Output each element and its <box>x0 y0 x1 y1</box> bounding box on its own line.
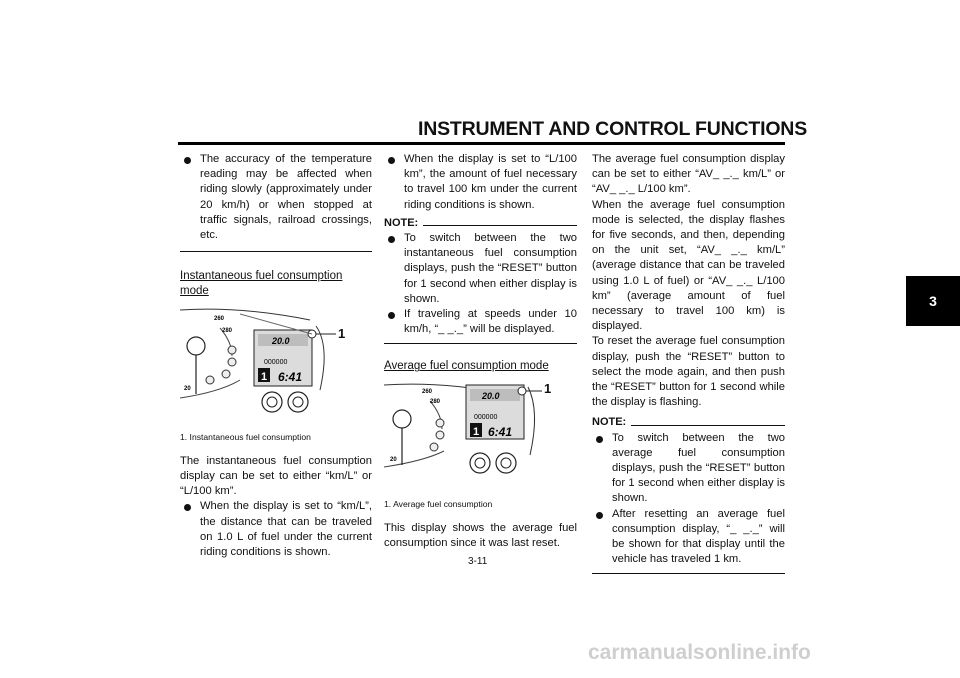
bullet-dot <box>596 436 603 443</box>
note-header: NOTE: <box>384 216 577 231</box>
gear-indicator: 1 <box>473 425 480 438</box>
instantaneous-fuel-figure <box>180 306 372 414</box>
note-bullet-switch-average: To switch between the two average fuel consumption displays, push the “RESET” button for 1 second when either display is shown. <box>592 431 785 507</box>
paragraph-outro: This display shows the average fuel consumption since it was last reset. <box>384 521 577 550</box>
tick-20: 20 <box>184 385 191 392</box>
bullet-dot <box>388 157 395 164</box>
section-divider <box>180 251 372 252</box>
column-2 <box>384 152 577 551</box>
paragraph-intro: The instantaneous fuel consumption display can be set to either “km/L” or “L/100 km”. <box>180 454 372 498</box>
note-rule <box>631 425 785 426</box>
heading-average-fuel: Average fuel consumption mode <box>384 360 549 373</box>
note-rule <box>423 225 577 226</box>
dashboard-illustration <box>384 381 556 481</box>
tick-280: 280 <box>430 398 441 405</box>
figure-caption: 1. Instantaneous fuel consumption <box>180 431 311 442</box>
column-3 <box>592 152 785 574</box>
fuel-display: 20.0 <box>272 335 290 346</box>
figure-callout: 1 <box>338 325 346 341</box>
bullet-dot <box>184 157 191 164</box>
bullet-dot <box>388 236 395 243</box>
average-fuel-figure <box>384 381 577 481</box>
note-bullet-switch: To switch between the two instantaneous fuel consumption displays, push the “RESET” button for 1 second when either display is shown. <box>384 231 577 307</box>
chapter-tab[interactable]: 3 <box>906 276 960 326</box>
paragraph-average-reset: To reset the average fuel consumption display, push the “RESET” button to select the mode again, and then push the “RESET” button for 1 second while the display is flashing. <box>592 335 785 409</box>
column-1 <box>180 152 372 560</box>
page-title: INSTRUMENT AND CONTROL FUNCTIONS <box>418 118 807 140</box>
bullet-dot <box>184 504 191 511</box>
tick-280: 280 <box>222 327 233 334</box>
clock: 6:41 <box>488 424 513 439</box>
odometer: 000000 <box>474 413 498 421</box>
header-rule <box>178 142 785 145</box>
clock: 6:41 <box>278 369 303 384</box>
note-end-rule <box>384 343 577 344</box>
tick-20: 20 <box>390 456 397 463</box>
heading-instantaneous-fuel: Instantaneous fuel consumption mode <box>180 270 343 298</box>
bullet-temperature-accuracy: The accuracy of the temperature reading may be affected when riding slowly (approximately under 20 km/h) or when stopped at traffic signals, railroad crossings, etc. <box>180 152 372 243</box>
note-end-rule <box>592 573 785 574</box>
note-header: NOTE: <box>592 415 785 430</box>
dashboard-illustration <box>180 306 352 414</box>
odometer: 000000 <box>264 358 288 366</box>
figure-caption: 1. Average fuel consumption <box>384 498 493 509</box>
paragraph-average-selection: When the average fuel consumption mode is selected, the display flashes for five seconds, and then, depending on the unit set, “AV_ _._ km/L” (average distance that can be traveled using 1.0 L of fuel) or “AV_ _._ L/100 km” (average amount of fuel necessary to travel 100 km) is displayed. <box>592 198 785 333</box>
note-bullet-reset-average: After resetting an average fuel consumption display, “_ _._” will be shown for that display until the vehicle has traveled 1 km. <box>592 507 785 568</box>
tick-260: 260 <box>214 315 225 322</box>
bullet-km-per-liter: When the display is set to “km/L”, the distance that can be traveled on 1.0 L of fuel under the current riding conditions is shown. <box>180 499 372 560</box>
watermark[interactable]: carmanualsonline.info <box>588 641 811 664</box>
bullet-liters-per-100km: When the display is set to “L/100 km”, the amount of fuel necessary to travel 100 km under the current riding conditions is shown. <box>384 152 577 213</box>
paragraph-average-settings: The average fuel consumption display can be set to either “AV_ _._ km/L” or “AV_ _._ L/100 km”. <box>592 153 785 196</box>
gear-indicator: 1 <box>261 370 268 383</box>
note-bullet-speed: If traveling at speeds under 10 km/h, “_ _._” will be displayed. <box>384 307 577 337</box>
figure-callout: 1 <box>544 380 552 396</box>
bullet-dot <box>388 312 395 319</box>
fuel-display: 20.0 <box>482 390 500 401</box>
page-number: 3-11 <box>468 556 488 567</box>
bullet-dot <box>596 512 603 519</box>
tick-260: 260 <box>422 388 433 395</box>
